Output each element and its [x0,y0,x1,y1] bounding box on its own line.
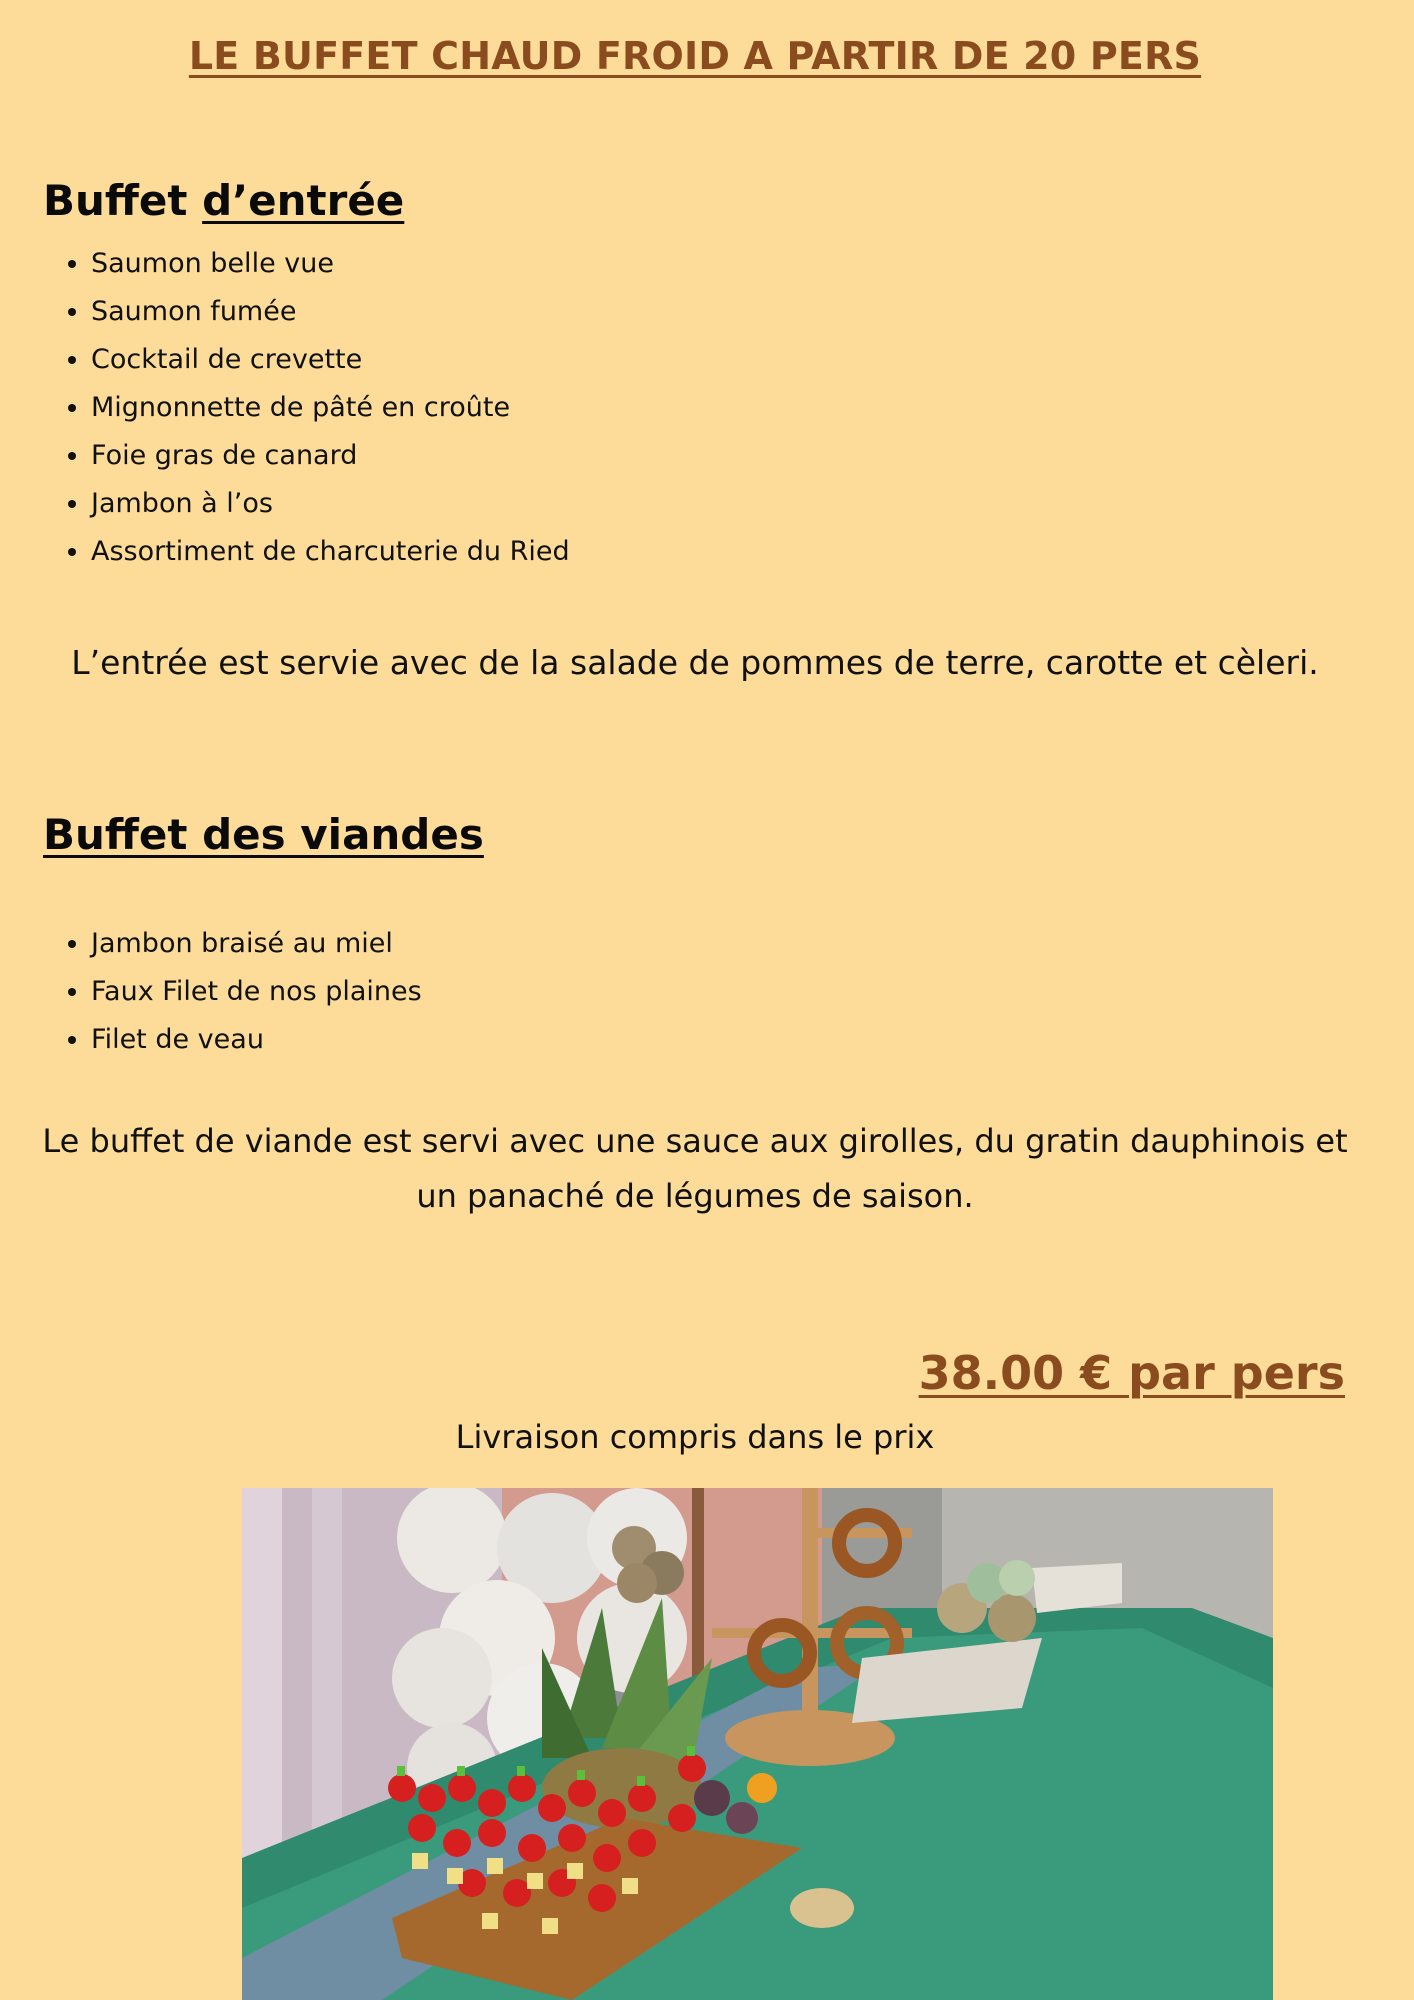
entree-note: L’entrée est servie avec de la salade de pommes de terre, carotte et cèleri. [71,643,1319,682]
viandes-note: Le buffet de viande est servi avec une sauce aux girolles, du gratin dauphinois et un panaché de légumes de saison. [42,1122,1348,1215]
list-item: • Foie gras de canard [91,432,570,480]
list-item: • Assortiment de charcuterie du Ried [91,528,570,576]
price: 38.00 € par pers [918,1346,1345,1400]
viandes-list [43,920,422,1064]
heading-plain: Buffet [43,176,188,225]
delivery-note: Livraison compris dans le prix [455,1418,935,1456]
list-item: • Cocktail de crevette [91,336,570,384]
list-item: • Faux Filet de nos plaines [91,968,422,1016]
list-item: • Mignonnette de pâté en croûte [91,384,570,432]
entree-list [43,240,570,576]
list-item: • Jambon à l’os [91,480,570,528]
list-item: • Filet de veau [91,1016,422,1064]
section-heading-entree [43,176,404,225]
list-item: • Saumon fumée [91,288,570,336]
list-item: • Jambon braisé au miel [91,920,422,968]
heading-underlined: d’entrée [202,176,405,225]
list-item: • Saumon belle vue [91,240,570,288]
buffet-photo [242,1488,1273,2000]
page-title: LE BUFFET CHAUD FROID A PARTIR DE 20 PERS [188,34,1202,78]
section-heading-viandes: Buffet des viandes [43,810,484,859]
